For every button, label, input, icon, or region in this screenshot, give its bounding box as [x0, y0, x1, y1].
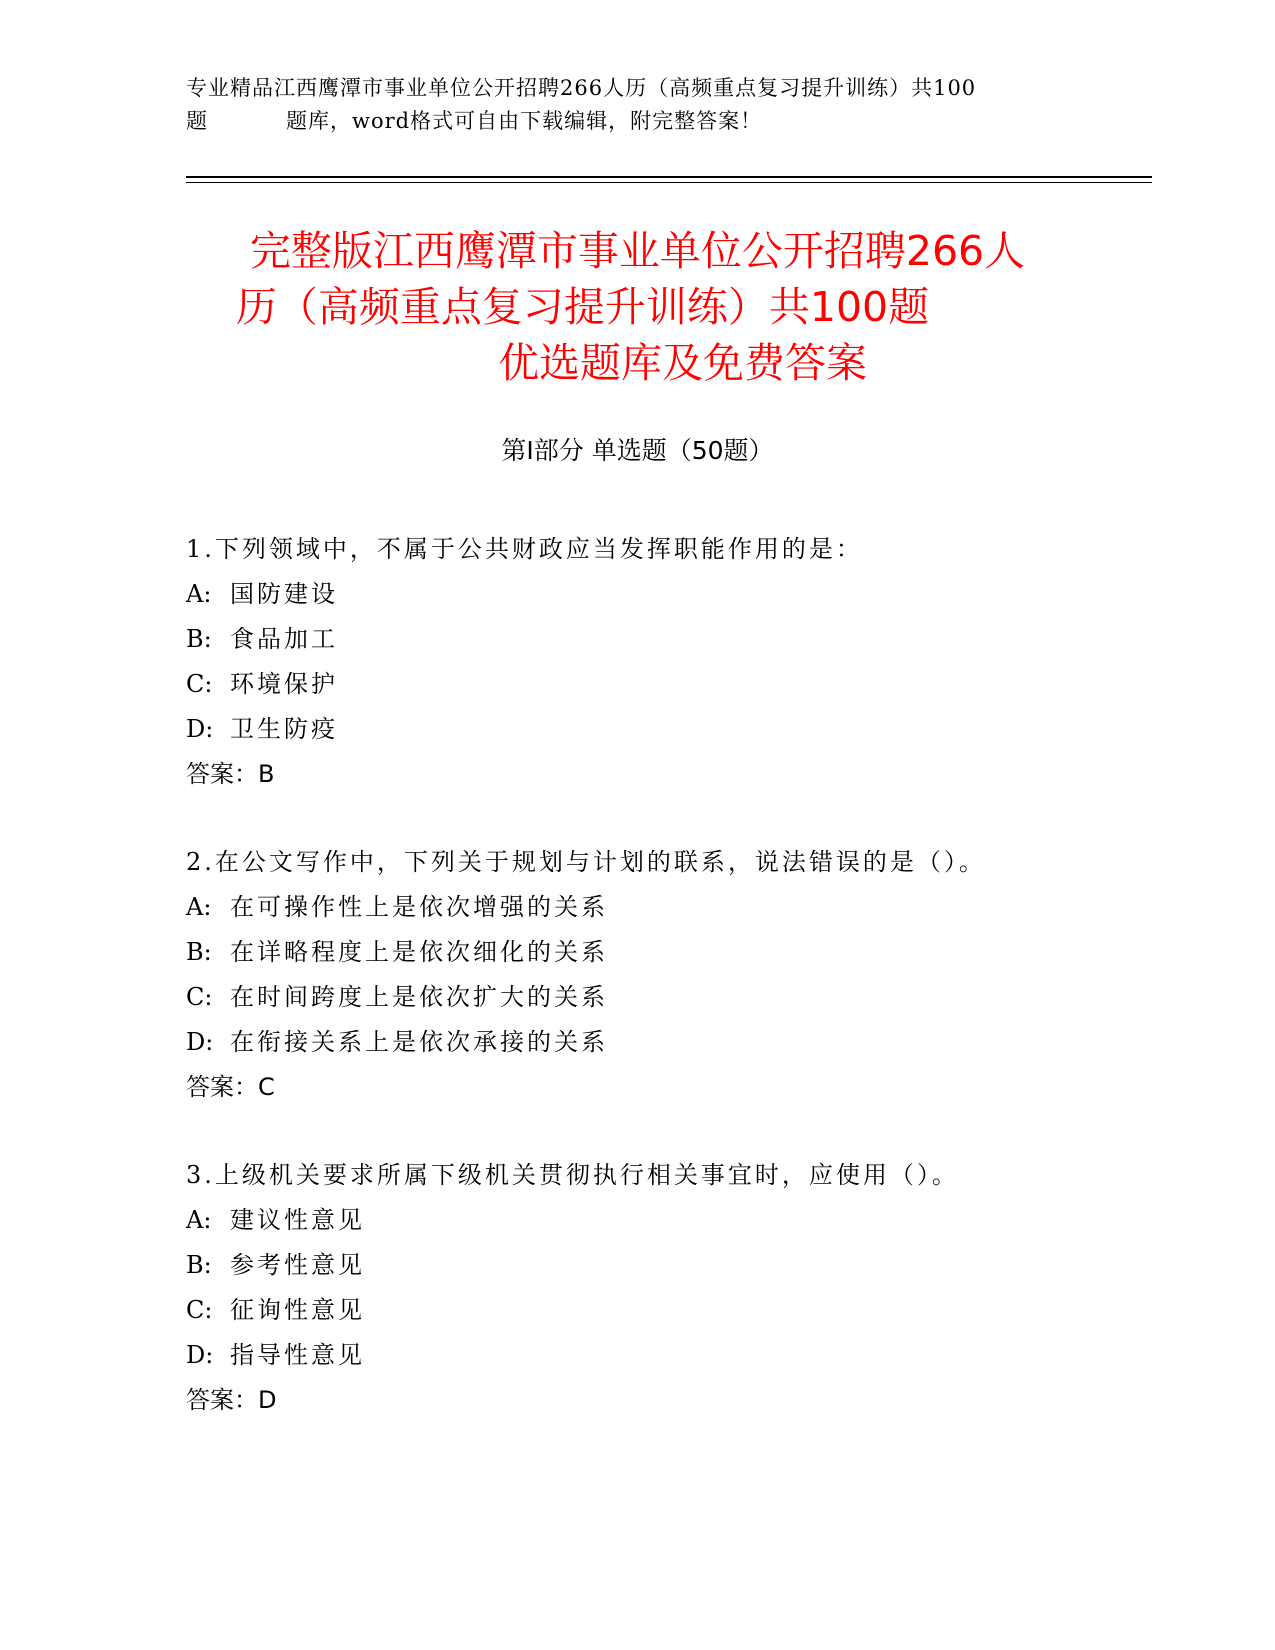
header-rule-thick [186, 176, 1152, 178]
question-list [186, 527, 1146, 1466]
header-note-line-2-right: 题库，word格式可自由下载编辑，附完整答案！ [286, 109, 763, 133]
option-text: 在衔接关系上是依次承接的关系 [230, 1028, 608, 1056]
option-text: 在时间跨度上是依次扩大的关系 [230, 983, 608, 1011]
header-note-line-2-left: 题 [186, 109, 208, 133]
option-text: 建议性意见 [230, 1206, 365, 1234]
option-letter: B: [186, 1251, 212, 1279]
option-letter: D: [186, 1028, 214, 1056]
option-letter: C: [186, 983, 213, 1011]
option-d [186, 1020, 1146, 1065]
section-heading: 第Ⅰ部分 单选题（50题） [501, 436, 774, 465]
option-b [186, 1243, 1146, 1288]
question-2 [186, 840, 1146, 1110]
title-line-1: 完整版江西鹰潭市事业单位公开招聘266人 [249, 227, 1026, 275]
answer-line: 答案：C [186, 1073, 275, 1101]
option-letter: D: [186, 715, 214, 743]
option-b [186, 930, 1146, 975]
option-a [186, 885, 1146, 930]
option-text: 在详略程度上是依次细化的关系 [230, 938, 608, 966]
option-letter: A: [186, 1206, 212, 1234]
answer-line: 答案：B [186, 760, 275, 788]
question-3 [186, 1153, 1146, 1423]
option-letter: D: [186, 1341, 214, 1369]
option-text: 指导性意见 [230, 1341, 365, 1369]
option-d [186, 707, 1146, 752]
question-stem: 3.上级机关要求所属下级机关贯彻执行相关事宜时，应使用（）。 [186, 1161, 959, 1189]
option-d [186, 1333, 1146, 1378]
option-letter: B: [186, 938, 212, 966]
header-note [186, 72, 1086, 138]
question-1 [186, 527, 1146, 797]
option-letter: A: [186, 893, 212, 921]
option-a [186, 1198, 1146, 1243]
title-line-3: 优选题库及免费答案 [498, 339, 867, 387]
option-text: 参考性意见 [230, 1251, 365, 1279]
question-stem: 2.在公文写作中，下列关于规划与计划的联系，说法错误的是（）。 [186, 848, 986, 876]
option-text: 卫生防疫 [230, 715, 338, 743]
option-text: 国防建设 [230, 580, 338, 608]
document-title [120, 223, 1155, 391]
option-text: 食品加工 [230, 625, 338, 653]
title-line-2: 历（高频重点复习提升训练）共100题 [235, 283, 930, 331]
answer-line: 答案：D [186, 1386, 277, 1414]
option-text: 征询性意见 [230, 1296, 365, 1324]
option-b [186, 617, 1146, 662]
header-note-line-2 [186, 105, 1086, 138]
question-stem: 1.下列领域中，不属于公共财政应当发挥职能作用的是： [186, 535, 863, 563]
option-text: 环境保护 [230, 670, 338, 698]
option-c [186, 1288, 1146, 1333]
option-letter: C: [186, 1296, 213, 1324]
option-text: 在可操作性上是依次增强的关系 [230, 893, 608, 921]
option-letter: A: [186, 580, 212, 608]
option-letter: B: [186, 625, 212, 653]
option-a [186, 572, 1146, 617]
header-note-line-1: 专业精品江西鹰潭市事业单位公开招聘266人历（高频重点复习提升训练）共100 [186, 76, 977, 100]
option-c [186, 662, 1146, 707]
option-letter: C: [186, 670, 213, 698]
option-c [186, 975, 1146, 1020]
header-rule-thin [186, 182, 1152, 183]
